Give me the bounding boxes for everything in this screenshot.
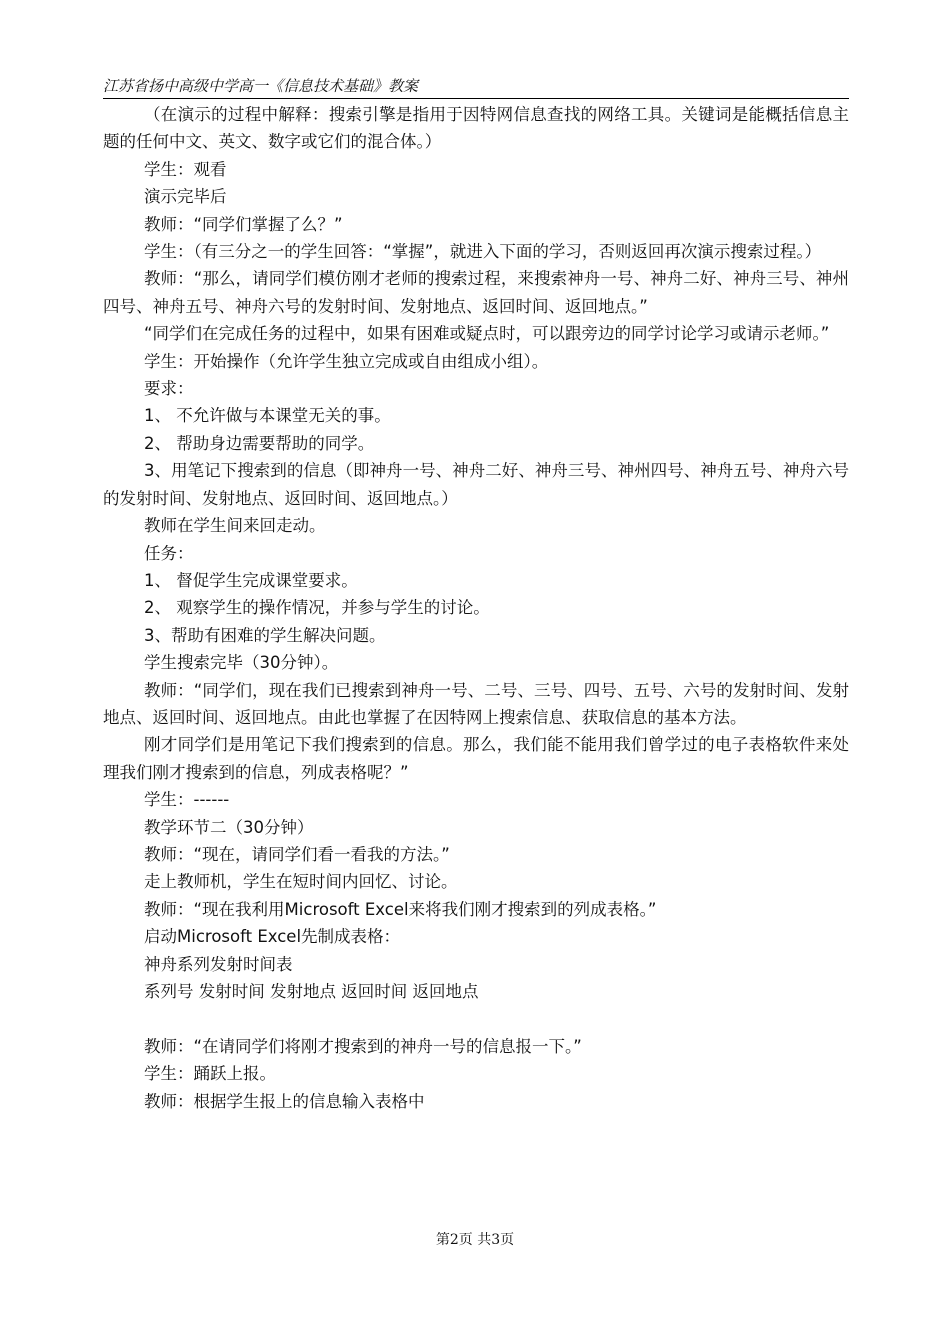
table-header-row: 系列号 发射时间 发射地点 返回时间 返回地点 [144, 982, 479, 1001]
header-divider [103, 98, 849, 99]
paragraph: 教师：“现在我利用Microsoft Excel来将我们刚才搜索到的列成表格。” [144, 899, 657, 919]
paragraph: 要求： [144, 379, 194, 399]
page-header: 江苏省扬中高级中学高一《信息技术基础》教案 [103, 77, 419, 95]
paragraph: 教师：“现在，请同学们看一看我的方法。” [144, 844, 450, 864]
paragraph: 教师：“那么，请同学们模仿刚才老师的搜索过程，来搜索神舟一号、神舟二好、神舟三号、神州四号、神舟五号、神舟六号的发射时间、发射地点、返回时间、返回地点。” [103, 269, 849, 316]
blank-line [103, 1005, 849, 1032]
paragraph: 走上教师机，学生在短时间内回忆、讨论。 [144, 872, 458, 892]
list-item: 3、帮助有困难的学生解决问题。 [144, 625, 386, 645]
paragraph: 学生搜索完毕（30分钟）。 [144, 653, 339, 673]
paragraph: 教师：根据学生报上的信息输入表格中 [144, 1091, 425, 1111]
paragraph: 学生：（有三分之一的学生回答：“掌握”，就进入下面的学习，否则返回再次演示搜索过程。） [144, 242, 822, 262]
document-body [103, 101, 849, 1115]
paragraph: 学生：观看 [144, 159, 227, 179]
paragraph: 教师：“同学们，现在我们已搜索到神舟一号、二号、三号、四号、五号、六号的发射时间、发射地点、返回时间、返回地点。由此也掌握了在因特网上搜索信息、获取信息的基本方法。 [103, 680, 849, 727]
paragraph: （在演示的过程中解释：搜索引擎是指用于因特网信息查找的网络工具。关键词是能概括信息主题的任何中文、英文、数字或它们的混合体。） [103, 105, 849, 152]
paragraph: 任务： [144, 543, 194, 563]
paragraph: 教师：“在请同学们将刚才搜索到的神舟一号的信息报一下。” [144, 1036, 582, 1056]
paragraph: 演示完毕后 [144, 187, 227, 207]
paragraph: 教师：“同学们掌握了么？” [144, 214, 343, 234]
paragraph: 学生：------ [144, 790, 230, 810]
paragraph: 学生：开始操作（允许学生独立完成或自由组成小组）。 [144, 351, 549, 371]
section-heading: 教学环节二（30分钟） [144, 817, 314, 837]
list-item: 2、 观察学生的操作情况，并参与学生的讨论。 [144, 598, 490, 618]
table-title: 神舟系列发射时间表 [144, 954, 293, 974]
paragraph: 刚才同学们是用笔记下我们搜索到的信息。那么，我们能不能用我们曾学过的电子表格软件来处理我们刚才搜索到的信息，列成表格呢？” [103, 735, 849, 782]
list-item: 3、用笔记下搜索到的信息（即神舟一号、神舟二好、神舟三号、神州四号、神舟五号、神舟六号的发射时间、发射地点、返回时间、返回地点。） [103, 461, 849, 508]
page-footer: 第2页 共3页 [435, 1232, 515, 1248]
list-item: 2、 帮助身边需要帮助的同学。 [144, 433, 375, 453]
paragraph: 学生：踊跃上报。 [144, 1064, 276, 1084]
paragraph: 教师在学生间来回走动。 [144, 516, 326, 536]
list-item: 1、 督促学生完成课堂要求。 [144, 570, 358, 590]
paragraph: 启动Microsoft Excel先制成表格： [144, 927, 401, 947]
paragraph: “同学们在完成任务的过程中，如果有困难或疑点时，可以跟旁边的同学讨论学习或请示老师。” [144, 324, 830, 344]
list-item: 1、 不允许做与本课堂无关的事。 [144, 406, 391, 426]
